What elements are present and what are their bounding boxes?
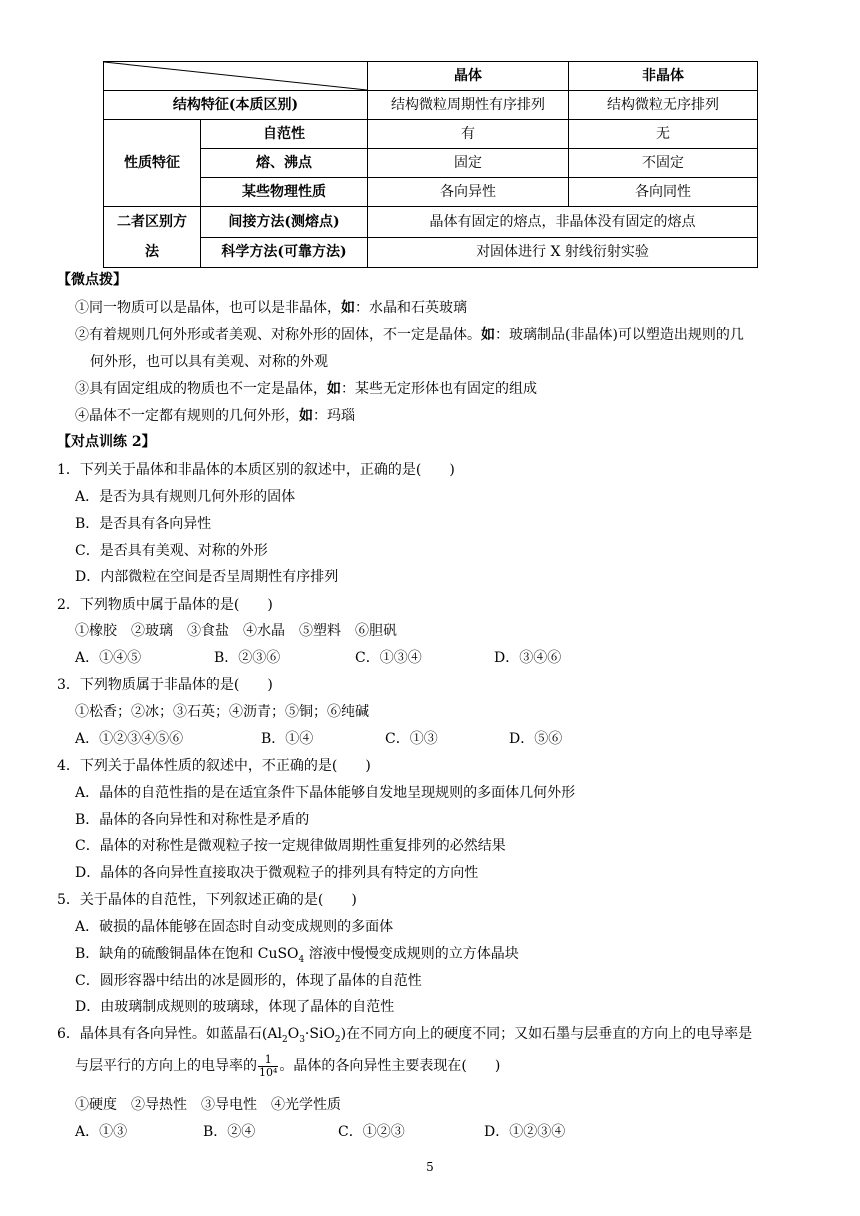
tip-1 [75, 299, 467, 317]
group-label-distinguish-line1: 二者区别方 [117, 214, 187, 230]
question-3-stem: 3．下列物质属于非晶体的是( ) [57, 677, 273, 693]
tips-heading: 【微点拨】 [57, 272, 127, 288]
table-row [104, 207, 758, 238]
cell-structure-crystal: 结构微粒周期性有序排列 [368, 91, 569, 120]
question-6-text: )在不同方向上的硬度不同；又如石墨与层垂直的方向上的电导率是 [340, 1026, 753, 1042]
row-label-science: 科学方法(可靠方法) [201, 237, 368, 268]
question-5-option-d: D．由玻璃制成规则的玻璃球，体现了晶体的自范性 [75, 999, 395, 1015]
tip-1-example: ：水晶和石英玻璃 [355, 300, 467, 316]
tip-3 [75, 380, 537, 398]
question-2-items: ①橡胶 ②玻璃 ③食盐 ④水晶 ⑤塑料 ⑥胆矾 [75, 623, 397, 639]
cell-indirect-value: 晶体有固定的熔点，非晶体没有固定的熔点 [368, 207, 758, 238]
question-1-option-d: D．内部微粒在空间是否呈周期性有序排列 [75, 569, 339, 585]
question-6-option-a: A．①③ [75, 1124, 128, 1140]
question-4-option-b: B．晶体的各向异性和对称性是矛盾的 [75, 812, 310, 828]
question-2-option-c: C．①③④ [355, 650, 422, 666]
question-4-option-a: A．晶体的自范性指的是在适宜条件下晶体能够自发地呈现规则的多面体几何外形 [75, 785, 576, 801]
subscript: 3 [299, 1034, 305, 1045]
tip-2-example: ：玻璃制品(非晶体)可以塑造出规则的几 [495, 327, 744, 343]
row-label-indirect: 间接方法(测熔点) [201, 207, 368, 238]
table-row [104, 120, 758, 149]
cell-phys-crystal: 各向异性 [368, 178, 569, 207]
tip-2 [75, 326, 744, 344]
cell-self-crystal: 有 [368, 120, 569, 149]
group-label-properties: 性质特征 [104, 120, 201, 207]
question-2-option-a: A．①④⑤ [75, 650, 142, 666]
question-3-option-d: D．⑤⑥ [509, 731, 563, 747]
question-1-stem: 1．下列关于晶体和非晶体的本质区别的叙述中，正确的是( ) [57, 462, 455, 478]
table-row [104, 237, 758, 268]
row-label-self: 自范性 [201, 120, 368, 149]
tip-3-example: ：某些无定形体也有固定的组成 [341, 381, 537, 397]
table-row [104, 149, 758, 178]
tip-4 [75, 407, 355, 425]
tip-3-bold: 如 [327, 381, 341, 397]
tip-3-text: ③具有固定组成的物质也不一定是晶体， [75, 381, 327, 397]
question-3-option-c: C．①③ [385, 731, 438, 747]
tip-2-bold: 如 [481, 327, 495, 343]
question-6-text: 与层平行的方向上的电导率的 [75, 1058, 257, 1074]
table-row [104, 91, 758, 120]
cell-self-amorphous: 无 [569, 120, 758, 149]
group-label-distinguish-line2: 法 [145, 244, 159, 260]
question-6-text: 。晶体的各向异性主要表现在( ) [279, 1058, 501, 1074]
cell-melt-amorphous: 不固定 [569, 149, 758, 178]
question-1-option-a: A．是否为具有规则几何外形的固体 [75, 489, 296, 505]
question-2-option-d: D．③④⑥ [494, 650, 562, 666]
fraction-numerator: 1 [258, 1054, 278, 1067]
question-6-items: ①硬度 ②导热性 ③导电性 ④光学性质 [75, 1097, 341, 1113]
cell-structure-amorphous: 结构微粒无序排列 [569, 91, 758, 120]
question-4-option-c: C．晶体的对称性是微观粒子按一定规律做周期性重复排列的必然结果 [75, 838, 506, 854]
question-5-option-a: A．破损的晶体能够在固态时自动变成规则的多面体 [75, 919, 394, 935]
question-6-text: 6．晶体具有各向异性。如蓝晶石(Al [57, 1026, 282, 1042]
question-2-stem: 2．下列物质中属于晶体的是( ) [57, 597, 273, 613]
tip-1-text: ①同一物质可以是晶体，也可以是非晶体， [75, 300, 341, 316]
question-3-option-a: A．①②③④⑤⑥ [75, 731, 184, 747]
header-amorphous: 非晶体 [569, 62, 758, 91]
question-6-text: ·SiO [304, 1026, 335, 1042]
tip-4-example: ：玛瑙 [313, 408, 355, 424]
question-6-stem-line1 [57, 1025, 752, 1049]
question-6-option-c: C．①②③ [338, 1124, 405, 1140]
page-number: 5 [426, 1160, 434, 1174]
row-label-melt: 熔、沸点 [201, 149, 368, 178]
practice-heading: 【对点训练 2】 [57, 434, 156, 450]
fraction [258, 1054, 278, 1079]
cell-melt-crystal: 固定 [368, 149, 569, 178]
comparison-table [103, 61, 758, 268]
tip-1-bold: 如 [341, 300, 355, 316]
question-5-option-b [75, 945, 519, 969]
question-4-option-d: D．晶体的各向异性直接取决于微观粒子的排列具有特定的方向性 [75, 865, 479, 881]
question-5-option-b-text-end: 溶液中慢慢变成规则的立方体晶块 [304, 946, 519, 962]
header-crystal: 晶体 [368, 62, 569, 91]
subscript: 4 [298, 954, 305, 965]
question-1-option-b: B．是否具有各向异性 [75, 516, 212, 532]
table-header-row [104, 62, 758, 91]
question-6-text: O [287, 1026, 300, 1042]
fraction-denominator: 10⁴ [259, 1065, 278, 1079]
cell-science-value: 对固体进行 X 射线衍射实验 [368, 237, 758, 268]
question-6-stem-line2 [75, 1052, 500, 1080]
question-3-items: ①松香；②冰；③石英；④沥青；⑤铜；⑥纯碱 [75, 704, 369, 720]
question-5-option-c: C．圆形容器中结出的冰是圆形的，体现了晶体的自范性 [75, 973, 422, 989]
question-6-option-d: D．①②③④ [484, 1124, 566, 1140]
question-2-option-b: B．②③⑥ [214, 650, 281, 666]
subscript: 2 [281, 1034, 288, 1045]
question-1-option-c: C．是否具有美观、对称的外形 [75, 543, 268, 559]
question-6-option-b: B．②④ [203, 1124, 256, 1140]
question-3-option-b: B．①④ [261, 731, 314, 747]
diagonal-header-cell [104, 62, 368, 91]
subscript: 2 [334, 1034, 341, 1045]
tip-4-text: ④晶体不一定都有规则的几何外形， [75, 408, 299, 424]
tip-2-continued: 何外形，也可以具有美观、对称的外观 [90, 354, 328, 370]
cell-phys-amorphous: 各向同性 [569, 178, 758, 207]
row-label-phys: 某些物理性质 [201, 178, 368, 207]
group-label-distinguish [104, 207, 201, 268]
question-4-stem: 4．下列关于晶体性质的叙述中，不正确的是( ) [57, 758, 371, 774]
question-5-option-b-text: B．缺角的硫酸铜晶体在饱和 CuSO [75, 946, 299, 962]
question-5-stem: 5．关于晶体的自范性，下列叙述正确的是( ) [57, 892, 357, 908]
table-row [104, 178, 758, 207]
tip-4-bold: 如 [299, 408, 313, 424]
tip-2-text: ②有着规则几何外形或者美观、对称外形的固体，不一定是晶体。 [75, 327, 481, 343]
row-label-structure: 结构特征(本质区别) [104, 91, 368, 120]
